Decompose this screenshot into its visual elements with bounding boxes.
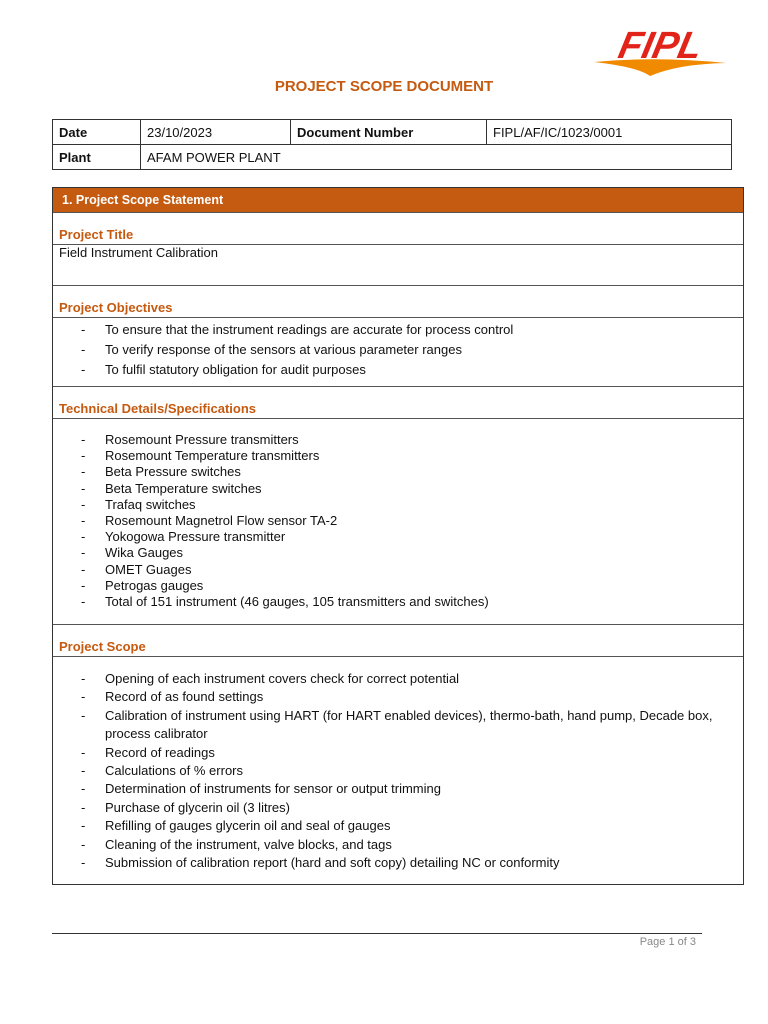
project-title-value: Field Instrument Calibration: [59, 245, 218, 260]
list-item: - Yokogowa Pressure transmitter: [53, 529, 733, 545]
list-item: - Calculations of % errors: [53, 762, 733, 780]
divider: [53, 212, 743, 213]
list-item: - Total of 151 instrument (46 gauges, 105 transmitters and switches): [53, 594, 733, 610]
list-item: - Rosemount Magnetrol Flow sensor TA-2: [53, 513, 733, 529]
document-number-label: Document Number: [291, 120, 487, 145]
scope-list: [53, 670, 733, 872]
list-item: - Refilling of gauges glycerin oil and seal of gauges: [53, 817, 733, 835]
logo-text: FIPL: [614, 24, 707, 67]
list-item: - Wika Gauges: [53, 545, 733, 561]
list-item: - Purchase of glycerin oil (3 litres): [53, 799, 733, 817]
document-meta-table: [52, 119, 732, 170]
list-item: - Determination of instruments for sensor or output trimming: [53, 780, 733, 798]
document-number-value: FIPL/AF/IC/1023/0001: [487, 120, 732, 145]
list-item: - Record of as found settings: [53, 688, 733, 706]
divider: [53, 418, 743, 419]
divider: [53, 317, 743, 318]
divider: [53, 624, 743, 625]
objectives-list: [53, 320, 733, 380]
list-item: - Record of readings: [53, 744, 733, 762]
project-title-label: Project Title: [59, 227, 134, 242]
document-title: PROJECT SCOPE DOCUMENT: [274, 78, 494, 95]
page-number: Page 1 of 3: [639, 936, 696, 948]
project-scope-label: Project Scope: [59, 639, 146, 654]
technical-list: [53, 432, 733, 610]
date-label: Date: [53, 120, 141, 145]
plant-label: Plant: [53, 145, 141, 170]
list-item: - OMET Guages: [53, 562, 733, 578]
plant-value: AFAM POWER PLANT: [141, 145, 732, 170]
list-item: - Petrogas gauges: [53, 578, 733, 594]
list-item: - Beta Pressure switches: [53, 464, 733, 480]
list-item: - To fulfil statutory obligation for audit purposes: [53, 360, 733, 380]
technical-details-label: Technical Details/Specifications: [59, 401, 256, 416]
footer-divider: [52, 933, 702, 934]
list-item: - Rosemount Pressure transmitters: [53, 432, 733, 448]
list-item: - Beta Temperature switches: [53, 481, 733, 497]
list-item: - Rosemount Temperature transmitters: [53, 448, 733, 464]
divider: [53, 656, 743, 657]
fipl-logo: [588, 20, 730, 78]
project-objectives-label: Project Objectives: [59, 300, 173, 315]
list-item: - Cleaning of the instrument, valve blocks, and tags: [53, 836, 733, 854]
project-scope-statement: [52, 187, 744, 885]
meta-row-1: [53, 120, 732, 145]
list-item: - Trafaq switches: [53, 497, 733, 513]
list-item: - Calibration of instrument using HART (for HART enabled devices), thermo-bath, hand pump, Decade box, process calibrator: [53, 707, 733, 744]
divider: [53, 285, 743, 286]
divider: [53, 386, 743, 387]
meta-row-2: [53, 145, 732, 170]
date-value: 23/10/2023: [141, 120, 291, 145]
list-item: - To verify response of the sensors at various parameter ranges: [53, 340, 733, 360]
section-heading: 1. Project Scope Statement: [53, 188, 743, 212]
list-item: - Opening of each instrument covers check for correct potential: [53, 670, 733, 688]
list-item: - Submission of calibration report (hard and soft copy) detailing NC or conformity: [53, 854, 733, 872]
list-item: - To ensure that the instrument readings are accurate for process control: [53, 320, 733, 340]
